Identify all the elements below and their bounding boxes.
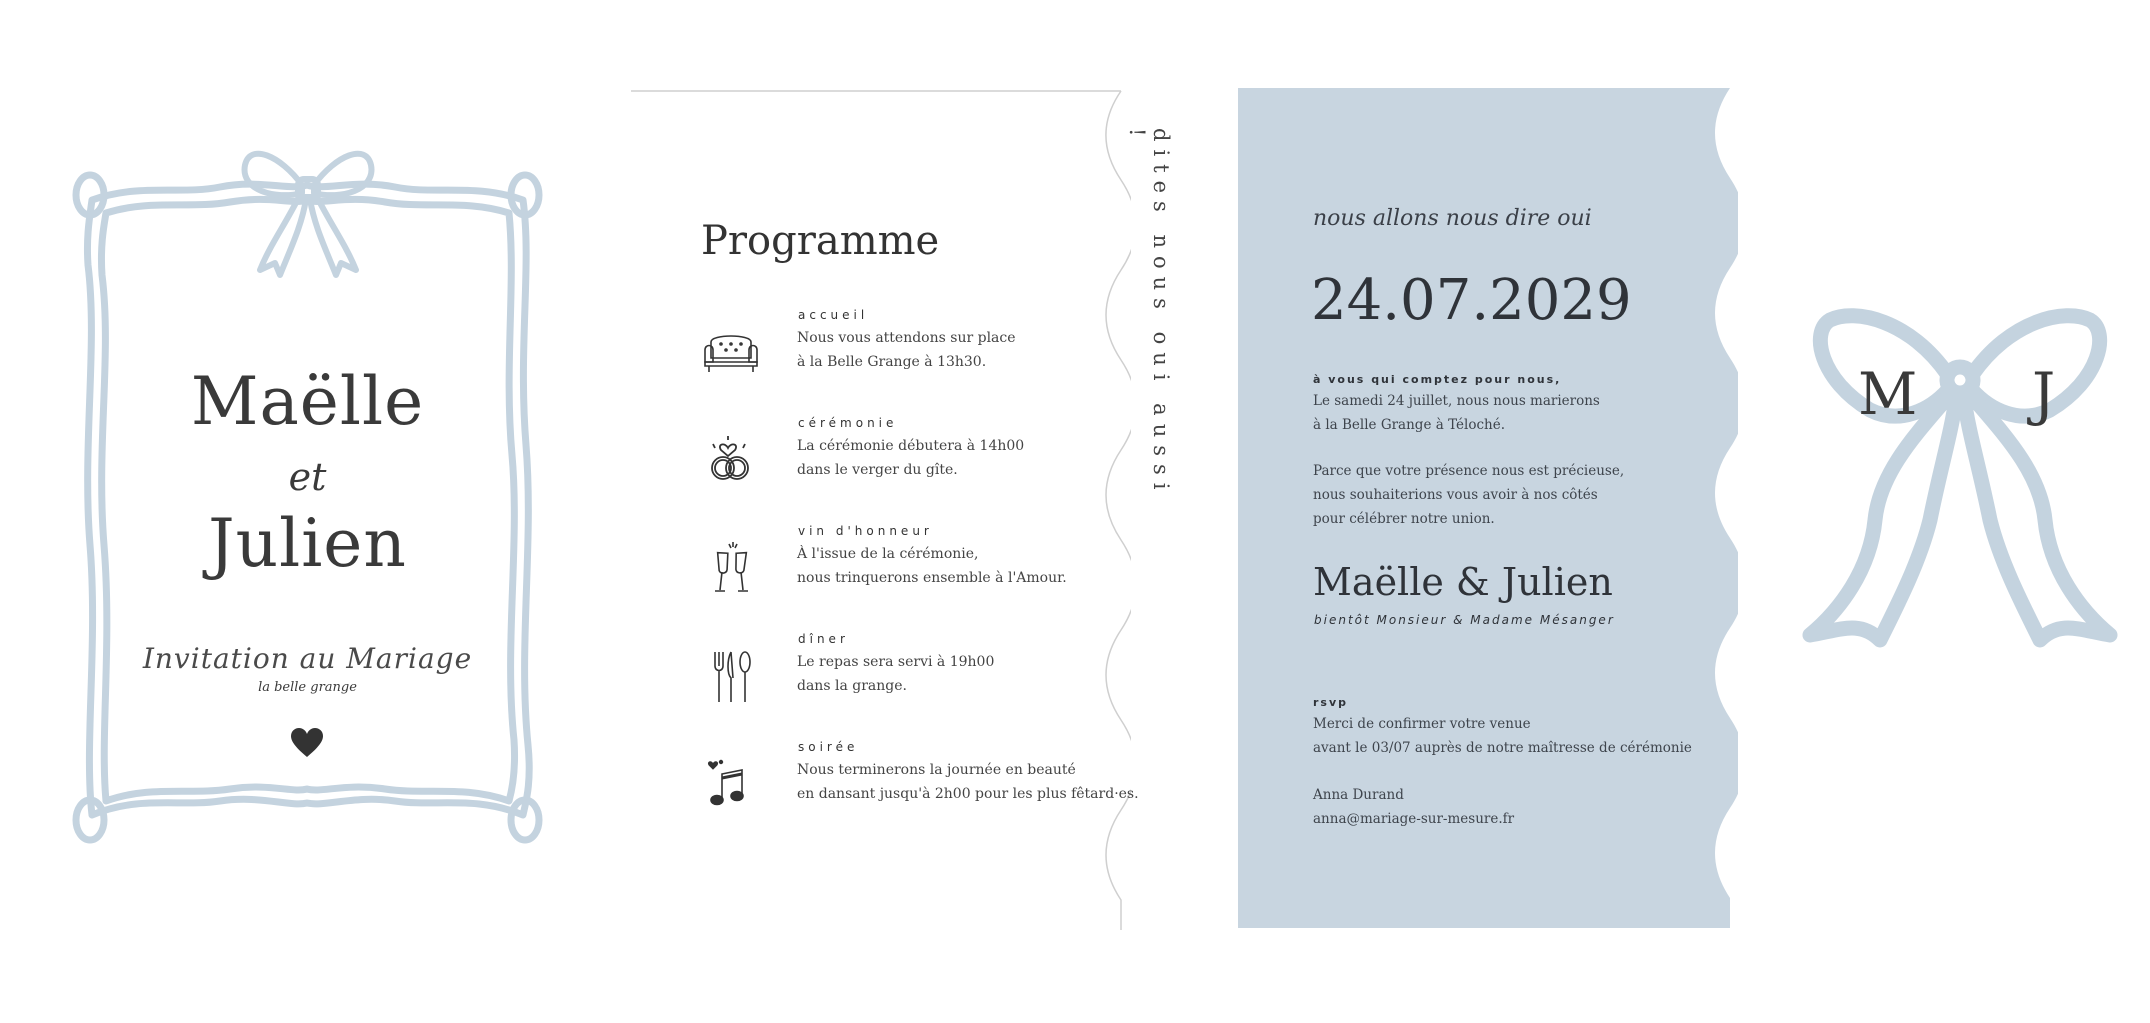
programme-line: Le repas sera servi à 19h00 <box>797 654 995 670</box>
monogram-initial-right: J <box>2032 360 2056 428</box>
programme-line: en dansant jusqu'à 2h00 pour les plus fêtard·es. <box>797 786 1139 802</box>
sofa-icon <box>701 322 761 382</box>
details-intro: nous allons nous dire oui <box>1313 206 1592 231</box>
programme-line: À l'issue de la cérémonie, <box>797 546 979 562</box>
bow-icon <box>1780 300 2140 720</box>
details-line: à la Belle Grange à Téloché. <box>1313 417 1505 433</box>
programme-line: La cérémonie débutera à 14h00 <box>797 438 1025 454</box>
venue-name: la belle grange <box>258 680 357 695</box>
monogram-initial-left: M <box>1858 360 1918 428</box>
invitation-title: Invitation au Mariage <box>142 642 473 675</box>
details-greeting: à vous qui comptez pour nous, <box>1313 373 1562 386</box>
programme-line: à la Belle Grange à 13h30. <box>797 354 987 370</box>
programme-item-vin-honneur <box>701 524 1121 624</box>
contact-name: Anna Durand <box>1313 787 1404 803</box>
bride-name: Maëlle <box>190 363 425 440</box>
heart-icon <box>290 728 324 758</box>
details-line: pour célébrer notre union. <box>1313 511 1495 527</box>
details-line: Parce que votre présence nous est précieuse, <box>1313 463 1625 479</box>
groom-name: Julien <box>208 505 407 582</box>
programme-line: nous trinquerons ensemble à l'Amour. <box>797 570 1067 586</box>
details-card <box>1238 88 1738 928</box>
details-line: Le samedi 24 juillet, nous nous marierons <box>1313 393 1600 409</box>
programme-label: dîner <box>798 632 849 646</box>
wedding-date: 24.07.2029 <box>1311 268 1632 333</box>
rsvp-line: Merci de confirmer votre venue <box>1313 716 1531 732</box>
monogram-card <box>1780 300 2140 720</box>
programme-label: vin d'honneur <box>798 524 933 538</box>
vertical-tagline: dites nous oui aussi ! <box>1125 128 1173 498</box>
couple-names: Maëlle & Julien <box>1313 560 1613 604</box>
rsvp-label: rsvp <box>1313 696 1349 709</box>
couple-subtitle: bientôt Monsieur & Madame Mésanger <box>1314 613 1615 627</box>
programme-item-diner <box>701 632 1121 732</box>
programme-card <box>631 90 1139 930</box>
programme-line: dans le verger du gîte. <box>797 462 958 478</box>
programme-item-soiree <box>701 740 1139 840</box>
programme-line: Nous vous attendons sur place <box>797 330 1016 346</box>
music-note-icon <box>701 754 761 814</box>
details-line: nous souhaiterions vous avoir à nos côtés <box>1313 487 1598 503</box>
programme-label: cérémonie <box>798 416 898 430</box>
rings-icon <box>701 430 761 490</box>
connector-et: et <box>288 455 327 499</box>
cover-card <box>70 145 545 865</box>
contact-email[interactable]: anna@mariage-sur-mesure.fr <box>1313 811 1515 827</box>
programme-line: Nous terminerons la journée en beauté <box>797 762 1076 778</box>
programme-label: soirée <box>798 740 859 754</box>
programme-line: dans la grange. <box>797 678 907 694</box>
programme-title: Programme <box>701 218 940 264</box>
programme-item-ceremonie <box>701 416 1121 516</box>
programme-item-accueil <box>701 308 1121 408</box>
bow-icon <box>245 154 372 275</box>
programme-label: accueil <box>798 308 869 322</box>
rsvp-line: avant le 03/07 auprès de notre maîtresse de cérémonie <box>1313 740 1692 756</box>
cutlery-icon <box>701 646 761 706</box>
champagne-icon <box>701 538 761 598</box>
